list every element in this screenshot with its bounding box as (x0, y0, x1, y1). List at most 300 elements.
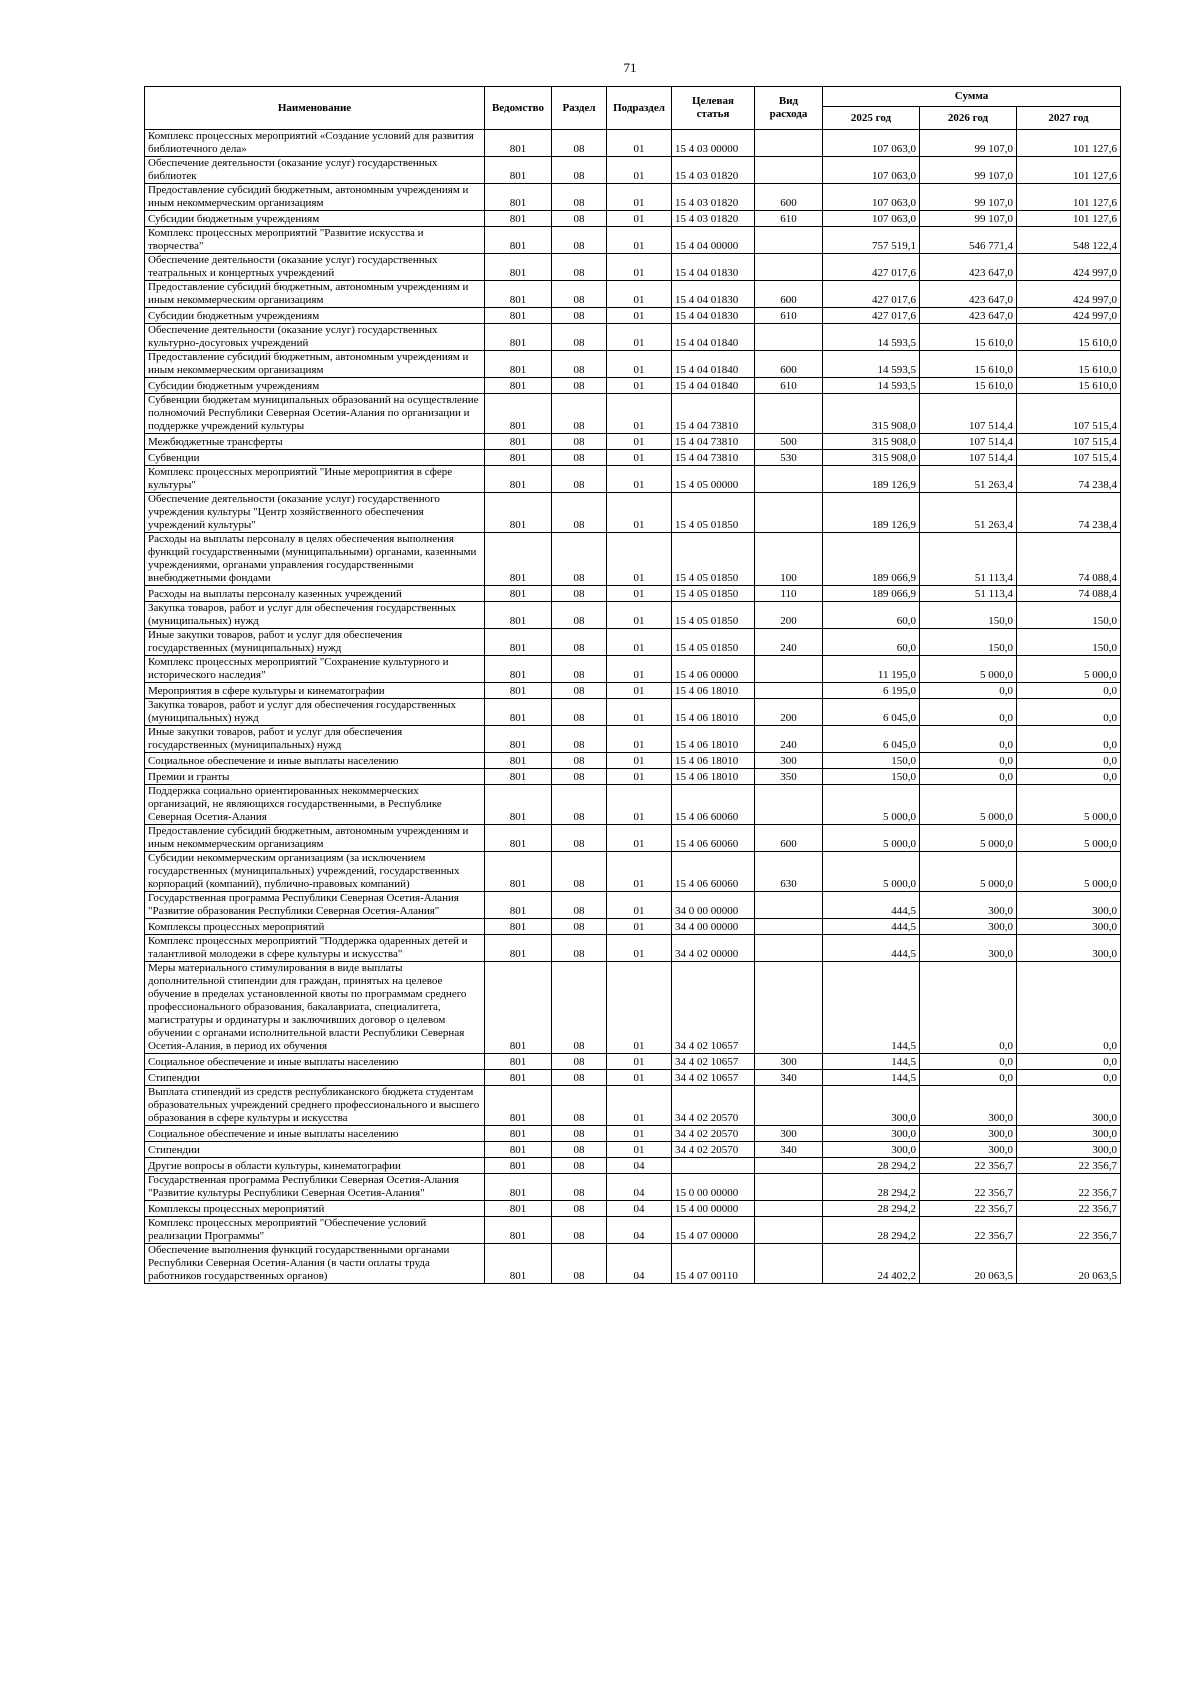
cell-podrazdel: 01 (607, 586, 672, 602)
cell-vid (755, 1244, 823, 1284)
cell-2025: 28 294,2 (823, 1217, 920, 1244)
table-row (145, 753, 1121, 769)
page-number: 71 (623, 60, 637, 75)
cell-2026: 150,0 (920, 629, 1017, 656)
cell-target: 15 4 04 00000 (672, 227, 755, 254)
table-row (145, 629, 1121, 656)
cell-2027: 424 997,0 (1017, 281, 1121, 308)
cell-vid: 350 (755, 769, 823, 785)
cell-vedomstvo: 801 (485, 1086, 552, 1126)
cell-vid (755, 1174, 823, 1201)
cell-vedomstvo: 801 (485, 351, 552, 378)
table-row (145, 1174, 1121, 1201)
cell-2027: 300,0 (1017, 1126, 1121, 1142)
cell-vid (755, 493, 823, 533)
cell-razdel: 08 (552, 227, 607, 254)
cell-name: Комплексы процессных мероприятий (145, 1201, 485, 1217)
cell-target: 15 4 04 01830 (672, 254, 755, 281)
cell-vid (755, 227, 823, 254)
table-row (145, 157, 1121, 184)
cell-podrazdel: 01 (607, 1142, 672, 1158)
cell-vedomstvo: 801 (485, 254, 552, 281)
cell-razdel: 08 (552, 466, 607, 493)
cell-target: 34 4 02 10657 (672, 1054, 755, 1070)
header-name: Наименование (145, 87, 485, 130)
table-row (145, 184, 1121, 211)
cell-vedomstvo: 801 (485, 785, 552, 825)
cell-vedomstvo: 801 (485, 211, 552, 227)
cell-2027: 107 515,4 (1017, 394, 1121, 434)
cell-2025: 107 063,0 (823, 130, 920, 157)
cell-razdel: 08 (552, 157, 607, 184)
cell-2026: 107 514,4 (920, 394, 1017, 434)
cell-2027: 15 610,0 (1017, 378, 1121, 394)
cell-2027: 150,0 (1017, 602, 1121, 629)
cell-vedomstvo: 801 (485, 434, 552, 450)
cell-podrazdel: 01 (607, 130, 672, 157)
cell-vedomstvo: 801 (485, 130, 552, 157)
cell-2026: 107 514,4 (920, 450, 1017, 466)
cell-razdel: 08 (552, 656, 607, 683)
cell-2025: 189 066,9 (823, 533, 920, 586)
cell-name: Поддержка социально ориентированных некоммерческих организаций, не являющихся государственными, в Республике Северная Осетия-Алания (145, 785, 485, 825)
cell-name: Предоставление субсидий бюджетным, автономным учреждениям и иным некоммерческим организациям (145, 281, 485, 308)
cell-vid: 600 (755, 184, 823, 211)
cell-razdel: 08 (552, 281, 607, 308)
cell-2025: 107 063,0 (823, 211, 920, 227)
cell-target: 15 4 06 18010 (672, 769, 755, 785)
cell-podrazdel: 01 (607, 351, 672, 378)
cell-vedomstvo: 801 (485, 825, 552, 852)
cell-razdel: 08 (552, 1244, 607, 1284)
table-row (145, 1142, 1121, 1158)
cell-name: Комплекс процессных мероприятий "Обеспечение условий реализации Программы" (145, 1217, 485, 1244)
header-summa: Сумма (823, 87, 1121, 107)
cell-name: Субвенции бюджетам муниципальных образований на осуществление полномочий Республики Северная Осетия-Алания по организации и поддержке учреждений культуры (145, 394, 485, 434)
cell-2027: 0,0 (1017, 1070, 1121, 1086)
table-row (145, 493, 1121, 533)
cell-2027: 15 610,0 (1017, 351, 1121, 378)
cell-name: Расходы на выплаты персоналу казенных учреждений (145, 586, 485, 602)
cell-name: Мероприятия в сфере культуры и кинематографии (145, 683, 485, 699)
cell-2026: 300,0 (920, 935, 1017, 962)
cell-2026: 99 107,0 (920, 157, 1017, 184)
cell-vedomstvo: 801 (485, 656, 552, 683)
table-row (145, 852, 1121, 892)
cell-vedomstvo: 801 (485, 378, 552, 394)
cell-razdel: 08 (552, 962, 607, 1054)
cell-vid: 240 (755, 629, 823, 656)
cell-2025: 757 519,1 (823, 227, 920, 254)
cell-2025: 144,5 (823, 1070, 920, 1086)
cell-2026: 51 263,4 (920, 493, 1017, 533)
table-row (145, 281, 1121, 308)
cell-vid (755, 683, 823, 699)
cell-vedomstvo: 801 (485, 466, 552, 493)
cell-vedomstvo: 801 (485, 157, 552, 184)
cell-vid (755, 157, 823, 184)
cell-vedomstvo: 801 (485, 1174, 552, 1201)
cell-podrazdel: 01 (607, 324, 672, 351)
cell-2026: 99 107,0 (920, 130, 1017, 157)
cell-2027: 5 000,0 (1017, 852, 1121, 892)
cell-target: 15 4 03 01820 (672, 184, 755, 211)
cell-vedomstvo: 801 (485, 1244, 552, 1284)
cell-2027: 300,0 (1017, 1086, 1121, 1126)
cell-vedomstvo: 801 (485, 281, 552, 308)
cell-podrazdel: 01 (607, 533, 672, 586)
header-2025: 2025 год (823, 107, 920, 130)
cell-vid: 300 (755, 1054, 823, 1070)
table-row (145, 351, 1121, 378)
cell-razdel: 08 (552, 378, 607, 394)
cell-target: 15 4 07 00000 (672, 1217, 755, 1244)
cell-2027: 424 997,0 (1017, 308, 1121, 324)
cell-2025: 150,0 (823, 769, 920, 785)
cell-razdel: 08 (552, 351, 607, 378)
cell-2027: 74 238,4 (1017, 493, 1121, 533)
cell-2026: 22 356,7 (920, 1158, 1017, 1174)
cell-vedomstvo: 801 (485, 1126, 552, 1142)
cell-2027: 20 063,5 (1017, 1244, 1121, 1284)
cell-vedomstvo: 801 (485, 629, 552, 656)
cell-name: Субсидии некоммерческим организациям (за исключением государственных (муниципальных) учреждений, государственных корпораций (компаний), публично-правовых компаний) (145, 852, 485, 892)
cell-vedomstvo: 801 (485, 753, 552, 769)
cell-target: 15 4 04 73810 (672, 450, 755, 466)
cell-podrazdel: 01 (607, 281, 672, 308)
cell-razdel: 08 (552, 629, 607, 656)
cell-razdel: 08 (552, 825, 607, 852)
cell-2026: 51 263,4 (920, 466, 1017, 493)
header-target (672, 87, 755, 130)
cell-2025: 60,0 (823, 602, 920, 629)
cell-razdel: 08 (552, 892, 607, 919)
cell-vid (755, 656, 823, 683)
cell-2027: 5 000,0 (1017, 785, 1121, 825)
cell-target (672, 1158, 755, 1174)
cell-2027: 0,0 (1017, 683, 1121, 699)
cell-2025: 28 294,2 (823, 1158, 920, 1174)
cell-target: 15 4 06 18010 (672, 753, 755, 769)
cell-2025: 300,0 (823, 1126, 920, 1142)
cell-vedomstvo: 801 (485, 769, 552, 785)
cell-podrazdel: 01 (607, 466, 672, 493)
cell-podrazdel: 01 (607, 825, 672, 852)
cell-vid: 300 (755, 753, 823, 769)
cell-podrazdel: 04 (607, 1174, 672, 1201)
table-row (145, 919, 1121, 935)
cell-name: Комплексы процессных мероприятий (145, 919, 485, 935)
table-row (145, 726, 1121, 753)
cell-2026: 51 113,4 (920, 533, 1017, 586)
cell-vid (755, 254, 823, 281)
cell-name: Иные закупки товаров, работ и услуг для обеспечения государственных (муниципальных) нужд (145, 629, 485, 656)
cell-razdel: 08 (552, 324, 607, 351)
cell-razdel: 08 (552, 683, 607, 699)
cell-target: 15 4 05 01850 (672, 493, 755, 533)
cell-name: Межбюджетные трансферты (145, 434, 485, 450)
cell-2027: 101 127,6 (1017, 211, 1121, 227)
cell-2025: 6 045,0 (823, 726, 920, 753)
cell-name: Закупка товаров, работ и услуг для обеспечения государственных (муниципальных) нужд (145, 699, 485, 726)
cell-razdel: 08 (552, 394, 607, 434)
cell-vedomstvo: 801 (485, 919, 552, 935)
cell-target: 15 0 00 00000 (672, 1174, 755, 1201)
cell-2026: 0,0 (920, 769, 1017, 785)
cell-2027: 0,0 (1017, 769, 1121, 785)
table-row (145, 378, 1121, 394)
cell-2027: 22 356,7 (1017, 1217, 1121, 1244)
cell-vid: 340 (755, 1142, 823, 1158)
cell-razdel: 08 (552, 1086, 607, 1126)
cell-name: Государственная программа Республики Северная Осетия-Алания "Развитие образования Республики Северная Осетия-Алания" (145, 892, 485, 919)
cell-vid: 200 (755, 602, 823, 629)
cell-name: Выплата стипендий из средств республиканского бюджета студентам образовательных учреждений среднего профессионального и высшего образования в сфере культуры и искусства (145, 1086, 485, 1126)
cell-target: 15 4 06 60060 (672, 785, 755, 825)
table-row (145, 1244, 1121, 1284)
header-podrazdel: Подраздел (607, 87, 672, 130)
cell-podrazdel: 01 (607, 656, 672, 683)
cell-name: Предоставление субсидий бюджетным, автономным учреждениям и иным некоммерческим организациям (145, 351, 485, 378)
header-target-line1: Целевая (692, 95, 734, 107)
cell-2027: 0,0 (1017, 962, 1121, 1054)
cell-vid (755, 935, 823, 962)
cell-2027: 0,0 (1017, 1054, 1121, 1070)
cell-vid (755, 892, 823, 919)
cell-vid (755, 962, 823, 1054)
cell-2025: 6 045,0 (823, 699, 920, 726)
cell-podrazdel: 01 (607, 769, 672, 785)
cell-2027: 300,0 (1017, 935, 1121, 962)
cell-target: 15 4 06 18010 (672, 683, 755, 699)
cell-target: 34 4 02 20570 (672, 1086, 755, 1126)
cell-vedomstvo: 801 (485, 1054, 552, 1070)
cell-vedomstvo: 801 (485, 892, 552, 919)
cell-2025: 11 195,0 (823, 656, 920, 683)
cell-name: Субсидии бюджетным учреждениям (145, 308, 485, 324)
cell-2025: 444,5 (823, 892, 920, 919)
table-row (145, 825, 1121, 852)
cell-2026: 15 610,0 (920, 324, 1017, 351)
cell-vid: 240 (755, 726, 823, 753)
cell-name: Предоставление субсидий бюджетным, автономным учреждениям и иным некоммерческим организациям (145, 825, 485, 852)
cell-target: 15 4 05 01850 (672, 602, 755, 629)
cell-target: 15 4 04 73810 (672, 394, 755, 434)
cell-razdel: 08 (552, 1142, 607, 1158)
cell-razdel: 08 (552, 130, 607, 157)
cell-razdel: 08 (552, 852, 607, 892)
cell-vid (755, 130, 823, 157)
cell-name: Обеспечение выполнения функций государственными органами Республики Северная Осетия-Алания (в части оплаты труда работников государственных органов) (145, 1244, 485, 1284)
cell-vedomstvo: 801 (485, 683, 552, 699)
cell-vedomstvo: 801 (485, 852, 552, 892)
table-row (145, 586, 1121, 602)
cell-2027: 5 000,0 (1017, 825, 1121, 852)
cell-2025: 444,5 (823, 935, 920, 962)
cell-podrazdel: 01 (607, 753, 672, 769)
table-row (145, 533, 1121, 586)
cell-target: 15 4 06 00000 (672, 656, 755, 683)
cell-podrazdel: 01 (607, 394, 672, 434)
cell-2027: 101 127,6 (1017, 157, 1121, 184)
cell-2025: 315 908,0 (823, 434, 920, 450)
cell-vid: 610 (755, 211, 823, 227)
table-row (145, 211, 1121, 227)
cell-target: 15 4 03 00000 (672, 130, 755, 157)
table-row (145, 962, 1121, 1054)
cell-2025: 427 017,6 (823, 308, 920, 324)
cell-name: Обеспечение деятельности (оказание услуг) государственного учреждения культуры "Центр хозяйственного обеспечения учреждений культуры" (145, 493, 485, 533)
cell-2025: 150,0 (823, 753, 920, 769)
cell-razdel: 08 (552, 1070, 607, 1086)
cell-target: 15 4 06 18010 (672, 699, 755, 726)
budget-table (144, 86, 1121, 1284)
table-row (145, 683, 1121, 699)
cell-target: 15 4 04 01830 (672, 308, 755, 324)
cell-razdel: 08 (552, 726, 607, 753)
cell-name: Комплекс процессных мероприятий "Поддержка одаренных детей и талантливой молодежи в сфере культуры и искусства" (145, 935, 485, 962)
cell-vedomstvo: 801 (485, 308, 552, 324)
cell-2025: 427 017,6 (823, 254, 920, 281)
cell-vedomstvo: 801 (485, 602, 552, 629)
cell-razdel: 08 (552, 450, 607, 466)
cell-target: 15 4 06 18010 (672, 726, 755, 753)
cell-2026: 150,0 (920, 602, 1017, 629)
cell-razdel: 08 (552, 211, 607, 227)
cell-target: 15 4 04 73810 (672, 434, 755, 450)
table-row (145, 785, 1121, 825)
cell-vid (755, 1201, 823, 1217)
cell-2027: 424 997,0 (1017, 254, 1121, 281)
cell-vedomstvo: 801 (485, 394, 552, 434)
cell-target: 34 4 02 10657 (672, 1070, 755, 1086)
table-row (145, 699, 1121, 726)
cell-2026: 5 000,0 (920, 825, 1017, 852)
cell-vedomstvo: 801 (485, 962, 552, 1054)
cell-2026: 423 647,0 (920, 254, 1017, 281)
cell-2027: 22 356,7 (1017, 1158, 1121, 1174)
table-row (145, 1054, 1121, 1070)
cell-razdel: 08 (552, 533, 607, 586)
cell-name: Комплекс процессных мероприятий "Развитие искусства и творчества" (145, 227, 485, 254)
cell-vedomstvo: 801 (485, 699, 552, 726)
cell-target: 34 4 02 20570 (672, 1126, 755, 1142)
cell-razdel: 08 (552, 493, 607, 533)
cell-2025: 14 593,5 (823, 351, 920, 378)
cell-2027: 74 238,4 (1017, 466, 1121, 493)
cell-2027: 101 127,6 (1017, 130, 1121, 157)
cell-2025: 14 593,5 (823, 324, 920, 351)
cell-podrazdel: 04 (607, 1217, 672, 1244)
cell-target: 15 4 05 01850 (672, 586, 755, 602)
table-row (145, 394, 1121, 434)
cell-name: Предоставление субсидий бюджетным, автономным учреждениям и иным некоммерческим организациям (145, 184, 485, 211)
table-row (145, 656, 1121, 683)
cell-razdel: 08 (552, 1158, 607, 1174)
cell-2026: 15 610,0 (920, 351, 1017, 378)
cell-2025: 300,0 (823, 1086, 920, 1126)
table-row (145, 892, 1121, 919)
cell-name: Социальное обеспечение и иные выплаты населению (145, 753, 485, 769)
cell-2026: 107 514,4 (920, 434, 1017, 450)
cell-target: 15 4 04 01840 (672, 351, 755, 378)
cell-2026: 0,0 (920, 1054, 1017, 1070)
cell-name: Обеспечение деятельности (оказание услуг) государственных библиотек (145, 157, 485, 184)
table-row (145, 450, 1121, 466)
cell-podrazdel: 01 (607, 892, 672, 919)
table-row (145, 227, 1121, 254)
cell-2025: 5 000,0 (823, 785, 920, 825)
table-row (145, 1126, 1121, 1142)
cell-target: 15 4 07 00110 (672, 1244, 755, 1284)
cell-podrazdel: 01 (607, 493, 672, 533)
cell-target: 15 4 04 01830 (672, 281, 755, 308)
cell-2025: 300,0 (823, 1142, 920, 1158)
cell-vedomstvo: 801 (485, 1142, 552, 1158)
cell-razdel: 08 (552, 785, 607, 825)
cell-2025: 189 066,9 (823, 586, 920, 602)
table-row (145, 434, 1121, 450)
cell-name: Иные закупки товаров, работ и услуг для обеспечения государственных (муниципальных) нужд (145, 726, 485, 753)
cell-name: Стипендии (145, 1142, 485, 1158)
cell-podrazdel: 01 (607, 211, 672, 227)
cell-podrazdel: 01 (607, 450, 672, 466)
cell-vid: 200 (755, 699, 823, 726)
cell-2027: 0,0 (1017, 699, 1121, 726)
cell-name: Субсидии бюджетным учреждениям (145, 378, 485, 394)
cell-podrazdel: 01 (607, 254, 672, 281)
cell-podrazdel: 01 (607, 1070, 672, 1086)
cell-2026: 51 113,4 (920, 586, 1017, 602)
cell-2026: 0,0 (920, 753, 1017, 769)
header-vedomstvo: Ведомство (485, 87, 552, 130)
cell-2025: 28 294,2 (823, 1201, 920, 1217)
cell-name: Меры материального стимулирования в виде выплаты дополнительной стипендии для граждан, принятых на целевое обучение в пределах установленной квоты по программам среднего профессионального образования, бакалавриата, специалитета, магистратуры и ординатуры и заключивших договор о целевом обучении с органами исполнительной власти Республики Северная Осетия-Алания, в период их обучения (145, 962, 485, 1054)
header-vid-line1: Вид (778, 95, 799, 107)
cell-2026: 5 000,0 (920, 785, 1017, 825)
cell-name: Другие вопросы в области культуры, кинематографии (145, 1158, 485, 1174)
cell-2026: 20 063,5 (920, 1244, 1017, 1284)
cell-name: Комплекс процессных мероприятий "Иные мероприятия в сфере культуры" (145, 466, 485, 493)
cell-name: Комплекс процессных мероприятий "Сохранение культурного и исторического наследия" (145, 656, 485, 683)
table-row (145, 466, 1121, 493)
cell-2027: 101 127,6 (1017, 184, 1121, 211)
cell-vid: 530 (755, 450, 823, 466)
header-razdel: Раздел (552, 87, 607, 130)
cell-target: 15 4 04 01840 (672, 378, 755, 394)
cell-podrazdel: 01 (607, 157, 672, 184)
cell-2025: 144,5 (823, 962, 920, 1054)
cell-vedomstvo: 801 (485, 450, 552, 466)
cell-vid (755, 324, 823, 351)
cell-2025: 24 402,2 (823, 1244, 920, 1284)
cell-name: Обеспечение деятельности (оказание услуг) государственных культурно-досуговых учреждений (145, 324, 485, 351)
table-row (145, 130, 1121, 157)
cell-vedomstvo: 801 (485, 184, 552, 211)
cell-podrazdel: 01 (607, 227, 672, 254)
cell-vedomstvo: 801 (485, 726, 552, 753)
cell-podrazdel: 04 (607, 1201, 672, 1217)
cell-podrazdel: 01 (607, 852, 672, 892)
cell-razdel: 08 (552, 434, 607, 450)
cell-podrazdel: 04 (607, 1244, 672, 1284)
cell-2026: 0,0 (920, 1070, 1017, 1086)
cell-2027: 0,0 (1017, 726, 1121, 753)
cell-podrazdel: 01 (607, 184, 672, 211)
cell-2026: 300,0 (920, 919, 1017, 935)
cell-2026: 300,0 (920, 1126, 1017, 1142)
cell-2025: 189 126,9 (823, 466, 920, 493)
